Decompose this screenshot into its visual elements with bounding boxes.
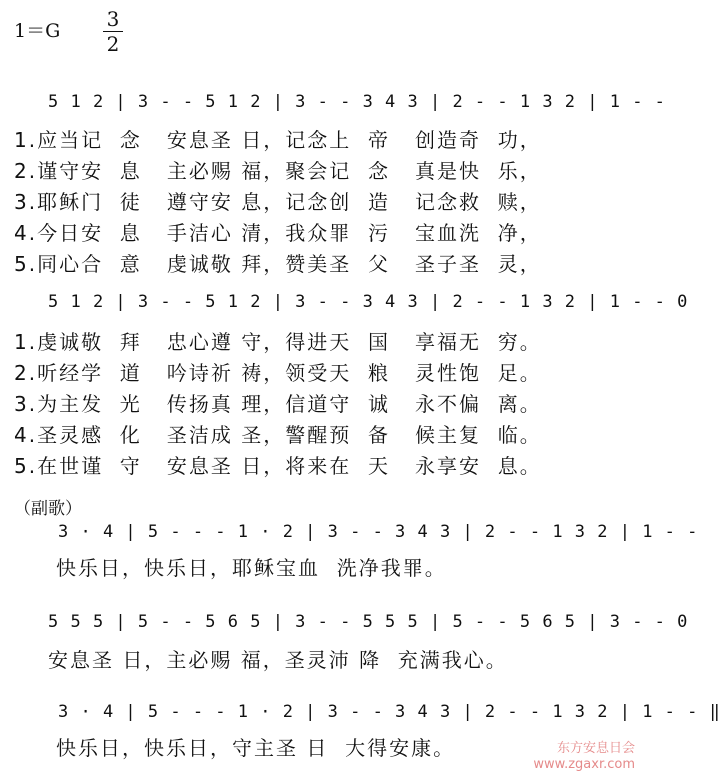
chorus-lyric-2: 安息圣 日，主必赐 福，圣灵沛 降 充满我心。 (48, 648, 508, 672)
chorus-lyric-1: 快乐日，快乐日，耶稣宝血 洗净我罪。 (56, 556, 447, 580)
section1-lyric-1: 1.应当记 念 安息圣 日，记念上 帝 创造奇 功， (14, 128, 542, 152)
chorus-notes-1: 3 · 4 | 5 - - - 1 · 2 | 3 - - 3 4 3 | 2 - - 1 3 2 | 1 - - (58, 522, 699, 542)
section2-notes: 5 1 2 | 3 - - 5 1 2 | 3 - - 3 4 3 | 2 - - 1 3 2 | 1 - - 0 (48, 292, 689, 312)
watermark-line-2: www.zgaxr.com (533, 757, 635, 772)
section1-notes: 5 1 2 | 3 - - 5 1 2 | 3 - - 3 4 3 | 2 - - 1 3 2 | 1 - - (48, 92, 666, 112)
meter-bottom: 2 (106, 32, 120, 56)
watermark (533, 741, 635, 773)
chorus-notes-3: 3 · 4 | 5 - - - 1 · 2 | 3 - - 3 4 3 | 2 - - 1 3 2 | 1 - - ‖ (58, 702, 721, 722)
section2-lyric-4: 4.圣灵感 化 圣洁成 圣，警醒预 备 候主复 临。 (14, 423, 542, 447)
watermark-line-1: 东方安息日会 (556, 741, 635, 756)
section2-lyric-1: 1.虔诚敬 拜 忠心遵 守，得进天 国 享福无 穷。 (14, 330, 542, 354)
time-signature (103, 8, 123, 55)
section2-lyric-5: 5.在世谨 守 安息圣 日，将来在 天 永享安 息。 (14, 454, 542, 478)
section1-lyric-2: 2.谨守安 息 主必赐 福，聚会记 念 真是快 乐， (14, 159, 542, 183)
chorus-label: （副歌） (14, 499, 82, 519)
section2-lyric-3: 3.为主发 光 传扬真 理，信道守 诚 永不偏 离。 (14, 392, 542, 416)
section2-lyric-2: 2.听经学 道 吟诗祈 祷，领受天 粮 灵性饱 足。 (14, 361, 542, 385)
chorus-notes-2: 5 5 5 | 5 - - 5 6 5 | 3 - - 5 5 5 | 5 - - 5 6 5 | 3 - - 0 (48, 612, 689, 632)
section1-lyric-3: 3.耶稣门 徒 遵守安 息，记念创 造 记念救 赎， (14, 190, 542, 214)
section1-lyric-4: 4.今日安 息 手洁心 清，我众罪 污 宝血洗 净， (14, 221, 542, 245)
key-signature: 1＝G (14, 20, 61, 42)
meter-top: 3 (106, 7, 120, 31)
chorus-lyric-3: 快乐日，快乐日，守主圣 日 大得安康。 (56, 736, 456, 760)
section1-lyric-5: 5.同心合 意 虔诚敬 拜，赞美圣 父 圣子圣 灵， (14, 252, 542, 276)
